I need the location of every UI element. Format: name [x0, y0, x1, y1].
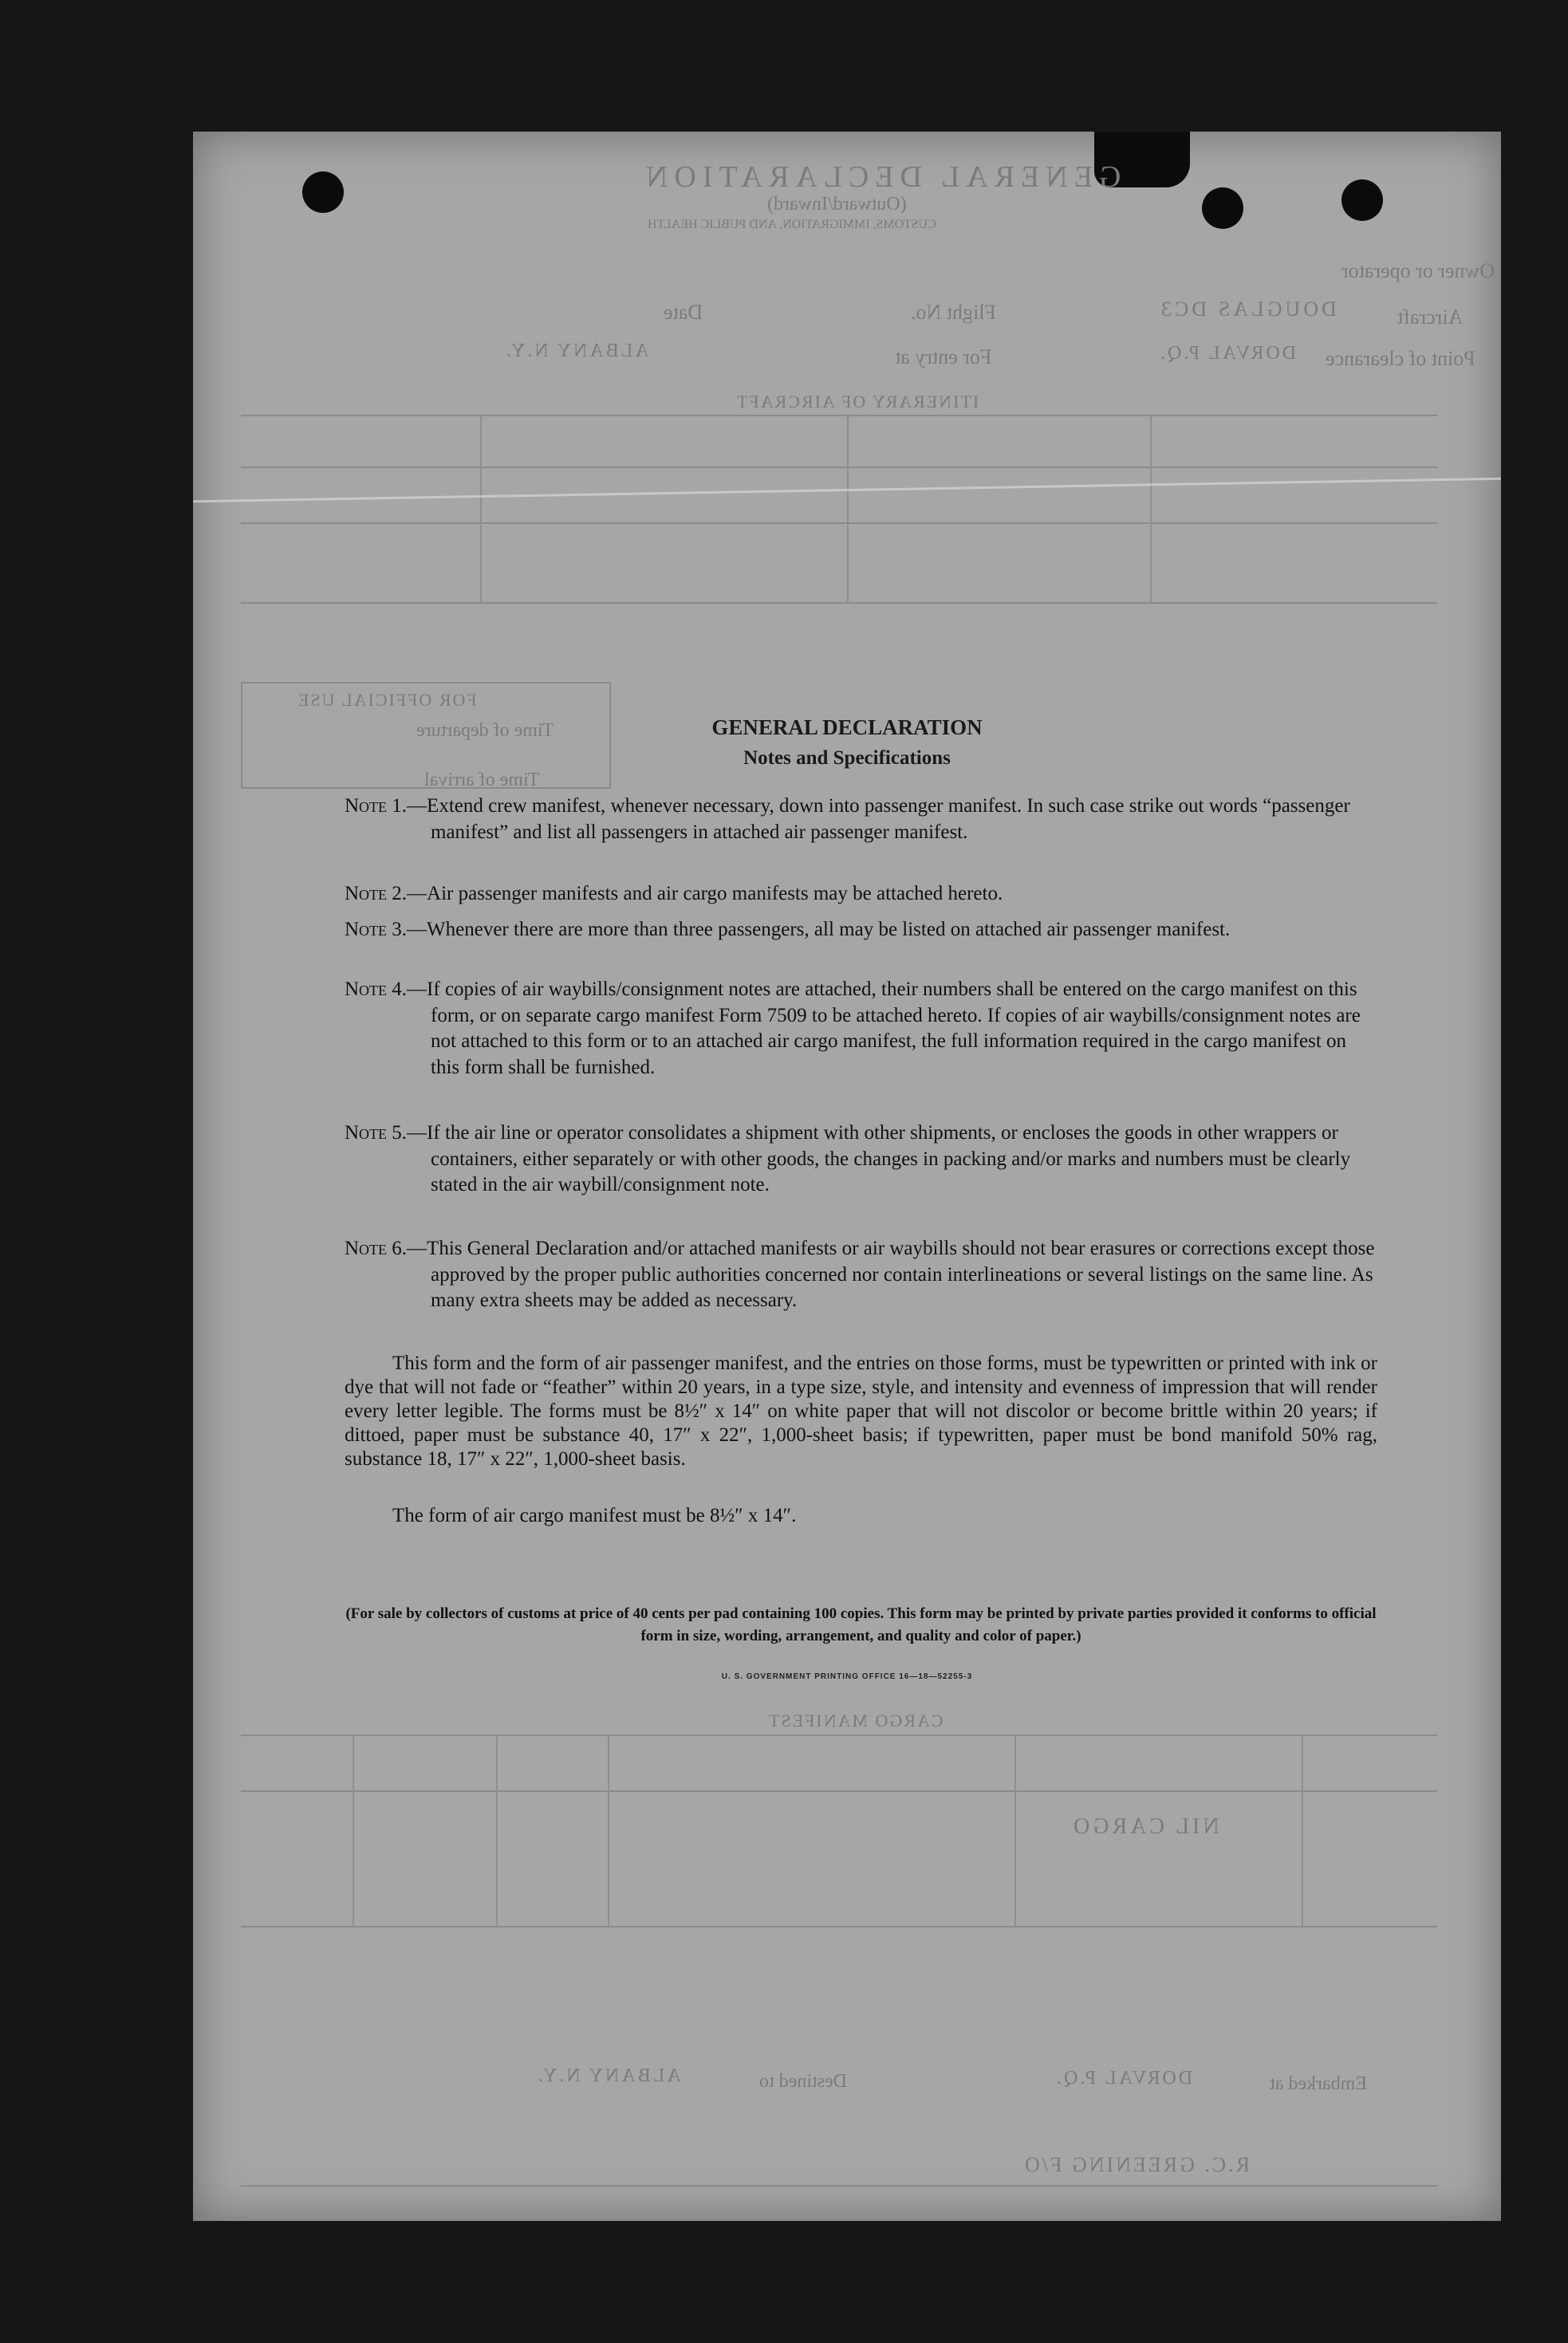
punch-hole-left [302, 171, 344, 213]
ghost-header-agency: CUSTOMS, IMMIGRATION, AND PUBLIC HEALTH [648, 218, 936, 231]
ghost-time-arrival: Time of arrival [424, 770, 540, 790]
ghost-divider [480, 415, 482, 602]
form-specification-paragraph: This form and the form of air passenger manifest, and the entries on those forms, must be typewritten or printed with ink or dye that will not fade or “feather” within 20 years, in a type size, style, and intensity and evenness of impression that will render every letter legible. The forms must be 8½″ x 14″ on white paper that will not discolor or become brittle within 20 years; if dittoed, paper must be substance 40, 17″ x 22″, 1,000-sheet basis; if typewritten, paper must be bond manifold 50% rag, substance 18, 17″ x 22″, 1,000-sheet basis. [345, 1353, 1377, 1470]
note-4 [345, 977, 1377, 1081]
punch-hole-far-right [1341, 179, 1383, 221]
ghost-embarked-value: DORVAL P.Q. [1054, 2068, 1193, 2089]
note-text: —This General Declaration and/or attached manifests or air waybills should not bear erasures or corrections except those approved by the proper public authorities concerned nor contain interlineations or several listings on the same line. As many extra sheets may be added as necessary. [407, 1238, 1375, 1311]
ghost-aircraft-label: Aircraft [1397, 305, 1464, 329]
sale-notice: (For sale by collectors of customs at price of 40 cents per pad containing 100 copies. This form may be printed by private parties provided it conforms to official form in size, wording, arrangement, and quality and color of paper.) [345, 1605, 1377, 1644]
ghost-divider [1150, 415, 1152, 602]
ghost-cargo-value: NIL CARGO [1070, 1814, 1219, 1839]
ghost-divider [1014, 1735, 1016, 1926]
ghost-entry-value: ALBANY N.Y. [504, 341, 649, 361]
ghost-divider [1302, 1735, 1303, 1926]
ghost-date-label: Date [664, 301, 703, 324]
note-2 [345, 881, 1377, 908]
ghost-clearance-label: Point of clearance [1326, 347, 1475, 370]
ghost-header-title: GENERAL DECLARATION [640, 160, 1121, 194]
ghost-official-use: FOR OFFICIAL USE [297, 690, 477, 710]
note-label: Note 5. [345, 1122, 408, 1144]
ghost-divider [353, 1735, 354, 1926]
ghost-time-departure: Time of departure [416, 720, 554, 741]
ghost-rule [241, 602, 1437, 604]
note-label: Note 1. [345, 795, 408, 817]
ghost-flight-label: Flight No. [911, 301, 996, 324]
ghost-rule [241, 1735, 1437, 1736]
page-title: GENERAL DECLARATION [711, 715, 983, 739]
ghost-destined-label: Destined to [759, 2071, 847, 2092]
note-text: —If copies of air waybills/consignment notes are attached, their numbers shall be entered on the cargo manifest on this form, or on separate cargo manifest Form 7509 to be attached hereto. If copies of air waybills/consignment notes are not attached to this form or to an attached air cargo manifest, the full information required in the cargo manifest on this form shall be furnished. [407, 979, 1361, 1078]
ghost-rule [241, 1790, 1437, 1792]
ghost-rule [241, 467, 1437, 468]
note-label: Note 3. [345, 919, 408, 940]
page-subtitle: Notes and Specifications [743, 747, 951, 769]
note-3 [345, 917, 1377, 943]
declaration-sheet [193, 132, 1501, 2221]
note-label: Note 2. [345, 883, 408, 904]
note-1 [345, 793, 1377, 845]
note-text: —Whenever there are more than three passengers, all may be listed on attached air passenger manifest. [407, 919, 1231, 940]
note-text: —Air passenger manifests and air cargo manifests may be attached hereto. [407, 883, 1003, 904]
note-6 [345, 1236, 1377, 1314]
ghost-aircraft-value: DOUGLAS DC3 [1158, 297, 1337, 321]
note-label: Note 4. [345, 979, 408, 1000]
ghost-rule [241, 415, 1437, 416]
ghost-cargo-manifest: CARGO MANIFEST [767, 1711, 944, 1731]
ghost-embarked-label: Embarked at [1270, 2073, 1367, 2094]
ghost-signature: R.C. GREENING F/O [1022, 2153, 1251, 2176]
cargo-manifest-size-line: The form of air cargo manifest must be 8½″ x 14″. [392, 1505, 797, 1526]
note-label: Note 6. [345, 1238, 408, 1259]
ghost-rule [241, 522, 1437, 524]
note-5 [345, 1120, 1377, 1199]
ghost-header-sub: (Outward/Inward) [767, 194, 907, 215]
ghost-destined-value: ALBANY N.Y. [536, 2065, 681, 2086]
printing-office-imprint: U. S. GOVERNMENT PRINTING OFFICE 16—18—52255-3 [721, 1672, 973, 1681]
note-text: —If the air line or operator consolidates a shipment with other shipments, or encloses the goods in other wrappers or containers, either separately or with other goods, the changes in packing and/or marks and numbers must be clearly stated in the air waybill/consignment note. [407, 1122, 1351, 1195]
ghost-divider [496, 1735, 498, 1926]
ghost-rule [241, 2185, 1437, 2187]
ghost-divider [608, 1735, 609, 1926]
ghost-itinerary-label: ITINERARY OF AIRCRAFT [735, 392, 979, 412]
punch-hole-right [1202, 187, 1243, 229]
ghost-rule [241, 1926, 1437, 1928]
ghost-entry-label: For entry at [895, 345, 992, 368]
ghost-divider [847, 415, 849, 602]
note-text: —Extend crew manifest, whenever necessary, down into passenger manifest. In such case strike out words “passenger manifest” and list all passengers in attached air passenger manifest. [407, 795, 1350, 843]
ghost-owner-label: Owner or operator [1341, 259, 1495, 282]
ghost-clearance-value: DORVAL P.Q. [1158, 343, 1297, 364]
